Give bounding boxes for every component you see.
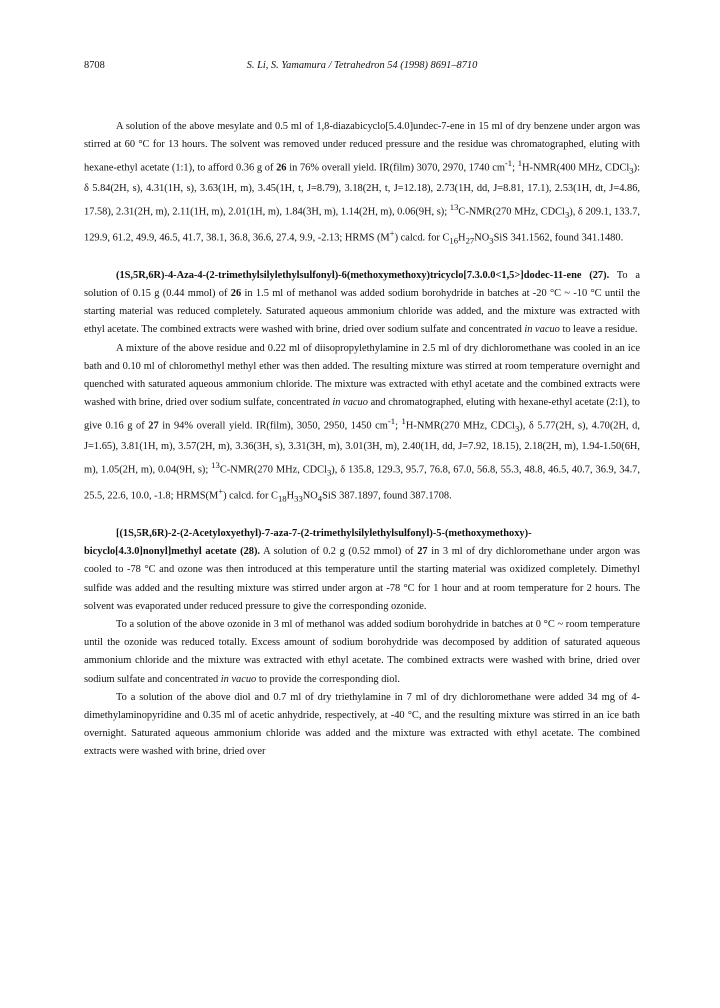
page-header xyxy=(84,60,640,76)
paragraph-compound-28: [(1S,5R,6R)-2-(2-Acetyloxyethyl)-7-aza-7-(2-trimethylsilylethylsulfonyl)-5-(methoxymethoxy)-bicyclo[4.3.0]nonyl]methyl acetate (28). A solution of 0.2 g (0.52 mmol) of 27 in 3 ml of dry dichloromethane under argon was cooled to -78 °C and ozone was then introduced at this temperature until the starting material was oxidized completely. Dimethyl sulfide was added and the resulting mixture was stirred under argon at -78 °C for 1 hour and at room temperature for 2 hours. The solvent was evaporated under reduced pressure to give the corresponding ozonide. xyxy=(84,527,640,612)
body-text xyxy=(84,118,640,762)
paragraph-acetylation: To a solution of the above diol and 0.7 ml of dry triethylamine in 7 ml of dry dichloromethane were added 34 mg of 4-dimethylaminopyridine and 0.35 ml of acetic anhydride, respectively, at -40 °C, and the resulting mixture was stirred in an ice bath overnight. Saturated aqueous ammonium chloride was added and the mixture was extracted with ethyl acetate. The combined extracts were washed with brine, dried over xyxy=(84,691,640,758)
running-head: S. Li, S. Yamamura / Tetrahedron 54 (1998) 8691–8710 xyxy=(246,60,478,71)
paragraph-ozonide-reduction: To a solution of the above ozonide in 3 ml of methanol was added sodium borohydride in batches at 0 °C ~ room temperature until the ozonide was reduced totally. Excess amount of sodium borohydride was decomposed by addition of saturated aqueous ammonium chloride and the mixture was extracted with ethyl acetate. The combined extracts were washed with brine, dried over sodium sulfate and concentrated in vacuo to provide the corresponding diol. xyxy=(84,618,640,685)
compound-28-heading: [(1S,5R,6R)-2-(2-Acetyloxyethyl)-7-aza-7-(2-trimethylsilylethylsulfonyl)-5-(methoxymethoxy)-bicyclo[4.3.0]nonyl]methyl acetate (28). xyxy=(84,527,532,558)
paragraph-compound-27: (1S,5R,6R)-4-Aza-4-(2-trimethylsilylethylsulfonyl)-6(methoxymethoxy)tricyclo[7.3.0.0<1,5>]dodec-11-ene (27). To a solution of 0.15 g (0.44 mmol) of 26 in 1.5 ml of methanol was added sodium borohydride in batches at -20 °C ~ -10 °C until the starting material was reduced completely. Saturated aqueous ammonium chloride was added, and the mixture was extracted with ethyl acetate. The combined extracts were washed with brine, dried over sodium sulfate and concentrated in vacuo to leave a residue. xyxy=(84,269,640,336)
paragraph-26-preparation: A solution of the above mesylate and 0.5 ml of 1,8-diazabicyclo[5.4.0]undec-7-ene in 15 ml of dry benzene under argon was stirred at 60 °C for 13 hours. The solvent was removed under reduced pressure and the residue was chromatographed, eluting with hexane-ethyl acetate (1:1), to afford 0.36 g of 26 in 76% overall yield. IR(film) 3070, 2970, 1740 $cm^{-1}$; $^1$H-NMR(400 MHz, CDCl$_3$): δ 5.84(2H, s), 4.31(1H, s), 3.63(1H, m), 3.45(1H, t, J=8.79), 3.18(2H, t, J=12.18), 2.73(1H, dd, J=8.81, 17.1), 2.53(1H, dt, J=4.86, 17.58), 2.31(2H, m), 2.11(1H, m), 2.01(1H, m), 1.84(3H, m), 1.14(2H, m), 0.06(9H, s); $^{13}$C-NMR(270 MHz, CDCl$_3$), δ 209.1, 133.7, 129.9, 61.2, 49.9, 46.5, 41.7, 38.1, 36.8, 36.6, 27.4, 9.9, -2.13; HRMS (M+) calcd. for $C_{16}H_{27}NO_3SiS$ 341.1562, found 341.1480. xyxy=(84,121,641,246)
page-number: 8708 xyxy=(84,60,105,71)
paragraph-mom-protection: A mixture of the above residue and 0.22 ml of diisopropylethylamine in 2.5 ml of dry dichloromethane was cooled in an ice bath and 0.10 ml of chloromethyl methyl ether was then added. The resulting mixture was stirred at room temperature overnight and quenched with saturated aqueous ammonium chloride. The mixture was extracted with ethyl acetate and the combined extracts were washed with brine, dried over sodium sulfate, concentrated in vacuo and chromatographed, eluting with hexane-ethyl acetate (2:1), to give 0.16 g of 27 in 94% overall yield. IR(film), 3050, 2950, 1450 $cm^{-1}$; $^1$H-NMR(270 MHz, CDCl$_3$), δ 5.77(2H, s), 4.70(2H, d, J=1.65), 3.81(1H, m), 3.57(2H, m), 3.36(3H, s), 3.31(3H, m), 3.01(3H, m), 2.40(1H, dd, J=7.92, 18.15), 2.18(2H, m), 1.94-1.50(6H, m), 1.05(2H, m), 0.04(9H, s); $^{13}$C-NMR(270 MHz, CDCl$_3$), δ 135.8, 129.3, 95.7, 76.8, 67.0, 56.8, 55.3, 48.8, 46.5, 40.7, 36.9, 34.7, 25.5, 22.6, 10.0, -1.8; HRMS(M+) calcd. for $C_{18}H_{33}NO_4SiS$ 387.1897, found 387.1708. xyxy=(84,342,640,504)
compound-27-heading: (1S,5R,6R)-4-Aza-4-(2-trimethylsilylethylsulfonyl)-6(methoxymethoxy)tricyclo[7.3.0.0<1,5>]dodec-11-ene (27). xyxy=(116,269,610,281)
